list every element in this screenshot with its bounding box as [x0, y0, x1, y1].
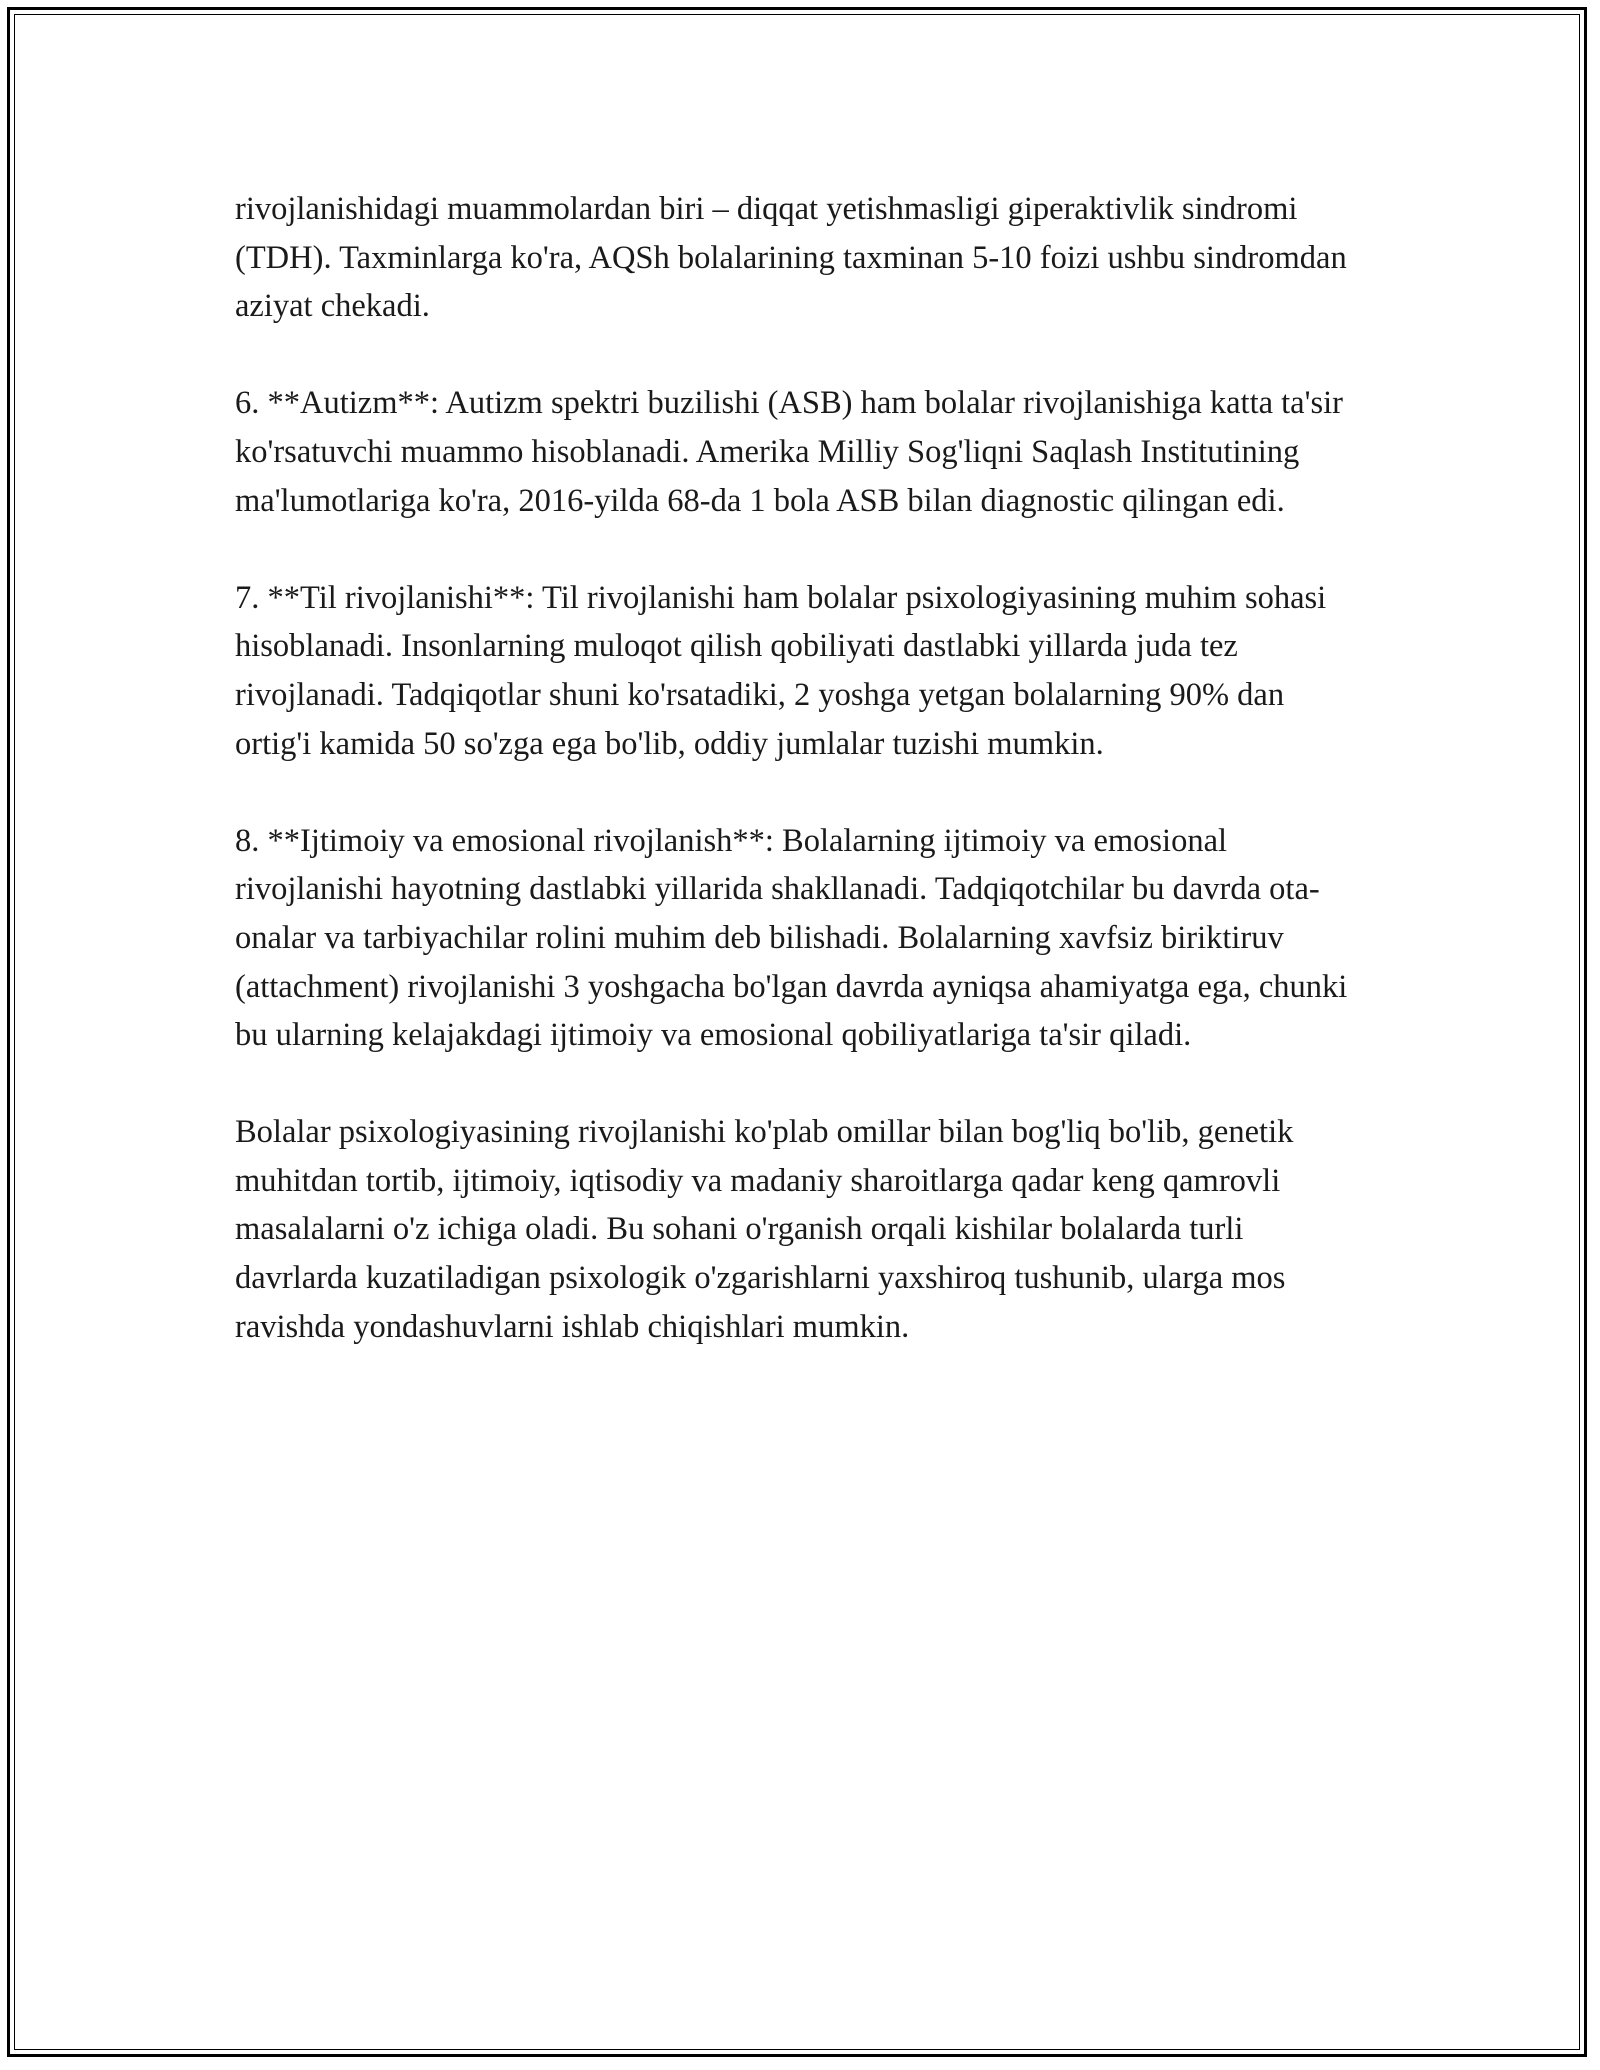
paragraph-social-emotional: 8. **Ijtimoiy va emosional rivojlanish**: Bolalarning ijtimoiy va emosional rivojlanishi hayotning dastlabki yillarida shakllanadi. Tadqiqotchilar bu davrda ota-onalar va tarbiyachilar rolini muhim deb bilishadi. Bolalarning xavfsiz biriktiruv (attachment) rivojlanishi 3 yoshgacha bo'lgan davrda ayniqsa ahamiyatga ega, chunki bu ularning kelajakdagi ijtimoiy va emosional qobiliyatlariga ta'sir qiladi.: [235, 822, 1348, 1054]
paragraph-autism: 6. **Autizm**: Autizm spektri buzilishi (ASB) ham bolalar rivojlanishiga katta ta'sir ko'rsatuvchi muammo hisoblanadi. Amerika Milliy Sog'liqni Saqlash Institutining ma'lumotlariga ko'ra, 2016-yilda 68-da 1 bola ASB bilan diagnostic qilingan edi.: [235, 385, 1343, 519]
paragraph-language-development: 7. **Til rivojlanishi**: Til rivojlanishi ham bolalar psixologiyasining muhim sohasi hisoblanadi. Insonlarning muloqot qilish qobiliyati dastlabki yillarda juda tez rivojlanadi. Tadqiqotlar shuni ko'rsatadiki, 2 yoshga yetgan bolalarning 90% dan ortig'i kamida 50 so'zga ega bo'lib, oddiy jumlalar tuzishi mumkin.: [235, 579, 1327, 762]
paragraph-tdh: rivojlanishidagi muammolardan biri – diqqat yetishmasligi giperaktivlik sindromi (TDH). Taxminlarga ko'ra, AQSh bolalarining taxminan 5-10 foizi ushbu sindromdan aziyat chekadi.: [235, 191, 1347, 325]
document-body: [235, 185, 1365, 1351]
paragraph-conclusion: Bolalar psixologiyasining rivojlanishi ko'plab omillar bilan bog'liq bo'lib, genetik muhitdan tortib, ijtimoiy, iqtisodiy va madaniy sharoitlarga qadar keng qamrovli masalalarni o'z ichiga oladi. Bu sohani o'rganish orqali kishilar bolalarda turli davrlarda kuzatiladigan psixologik o'zgarishlarni yaxshiroq tushunib, ularga mos ravishda yondashuvlarni ishlab chiqishlari mumkin.: [235, 1114, 1294, 1345]
